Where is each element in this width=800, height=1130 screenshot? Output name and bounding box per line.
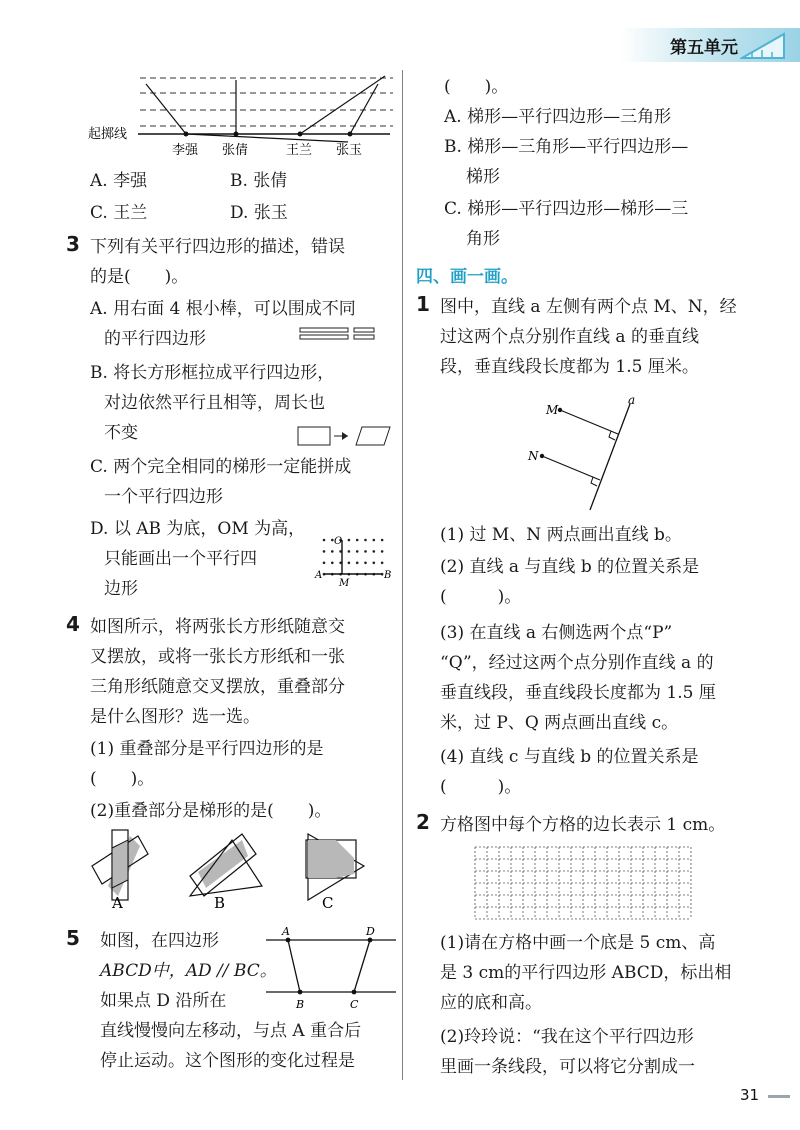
draw-q1-stem-line2: 过这两个点分别作直线 a 的垂直线 [440, 327, 699, 347]
point-label-c: C [350, 998, 359, 1011]
page-number: 31 [740, 1086, 760, 1104]
draw-q1-step2-blank[interactable]: ( )。 [440, 587, 522, 607]
q3-option-a-line1[interactable]: A. 用右面 4 根小棒，可以围成不同 [90, 299, 356, 319]
dot-label-m: M [339, 578, 350, 586]
draw-q1-step1: (1) 过 M、N 两点画出直线 b。 [440, 525, 682, 545]
grid-dot [364, 550, 367, 553]
q3-stem-line2: 的是( )。 [90, 267, 189, 287]
grid-dot [348, 550, 351, 553]
overlap-figures [86, 826, 386, 916]
dot-label-a: A [315, 570, 323, 581]
q5-answer-blank[interactable]: ( )。 [444, 77, 509, 97]
name-li-qiang: 李强 [172, 143, 199, 158]
name-wang-lan: 王兰 [286, 143, 313, 158]
throw-distance-figure [88, 70, 398, 162]
q2-option-a[interactable]: A. 李强 [90, 171, 148, 191]
q3-option-b-line3: 不变 [104, 423, 138, 443]
figure-label-b: B [214, 894, 226, 912]
q5-line1: 如图，在四边形 [100, 931, 219, 951]
grid-dot [356, 539, 359, 542]
section-title-draw: 四、画一画。 [416, 267, 518, 287]
grid-dot [323, 562, 326, 565]
q3-option-d-line2: 只能画出一个平行四 [104, 549, 257, 569]
point-label-b: B [296, 998, 305, 1011]
grid-dot [381, 562, 384, 565]
draw-q1-step3-line1: (3) 在直线 a 右侧选两个点“P” [440, 623, 673, 643]
four-sticks-figure [298, 326, 378, 352]
column-divider [402, 70, 403, 1080]
grid-dot [364, 539, 367, 542]
trapezoid-abcd-figure [262, 922, 398, 1014]
q5-line3: 如果点 D 沿所在 [100, 991, 227, 1011]
draw-q2-stem: 方格图中每个方格的边长表示 1 cm。 [440, 815, 726, 835]
grid-dot [331, 550, 334, 553]
q4-stem-line1: 如图所示，将两张长方形纸随意交 [90, 617, 345, 637]
q3-option-c-line1[interactable]: C. 两个完全相同的梯形一定能拼成 [90, 457, 352, 477]
grid-dot [373, 539, 376, 542]
grid-dot [381, 550, 384, 553]
line-a-points-figure[interactable] [520, 390, 640, 514]
q3-option-d-line3: 边形 [104, 579, 138, 599]
name-zhang-yu: 张玉 [336, 143, 363, 158]
draw-q1-stem-line1: 图中，直线 a 左侧有两个点 M、N，经 [440, 297, 737, 317]
grid-dot [323, 539, 326, 542]
grid-dot [373, 562, 376, 565]
q3-option-a-line2: 的平行四边形 [104, 329, 206, 349]
q3-number: 3 [66, 232, 80, 256]
q5-option-c-line1[interactable]: C. 梯形—平行四边形—梯形—三 [444, 199, 689, 219]
q2-option-d[interactable]: D. 张玉 [230, 203, 288, 223]
draw-q1-number: 1 [416, 292, 430, 316]
grid-dot [356, 562, 359, 565]
q2-option-c[interactable]: C. 王兰 [90, 203, 148, 223]
q3-option-b-line1[interactable]: B. 将长方形框拉成平行四边形， [90, 363, 335, 383]
draw-q1-step3-line4: 米，过 P、Q 两点画出直线 c。 [440, 713, 679, 733]
square-grid[interactable] [474, 846, 692, 920]
q5-line4: 直线慢慢向左移动，与点 A 重合后 [100, 1021, 362, 1041]
draw-q2-step2-line1: (2)玲玲说：“我在这个平行四边形 [440, 1027, 694, 1047]
grid-dot [364, 562, 367, 565]
q5-option-c-line2: 角形 [466, 229, 500, 249]
draw-q2-step1-line1: (1)请在方格中画一个底是 5 cm、高 [440, 933, 716, 953]
draw-q1-step3-line3: 垂直线段，垂直线段长度都为 1.5 厘 [440, 683, 716, 703]
draw-q1-step4-blank[interactable]: ( )。 [440, 777, 522, 797]
draw-q1-step3-line2: “Q”，经过这两个点分别作直线 a 的 [440, 653, 714, 673]
q5-option-b-line2: 梯形 [466, 167, 500, 187]
q3-option-c-line2: 一个平行四边形 [104, 487, 223, 507]
dot-label-b: B [384, 570, 392, 581]
q2-option-b[interactable]: B. 张倩 [230, 171, 288, 191]
draw-q1-stem-line3: 段，垂直线段长度都为 1.5 厘米。 [440, 357, 699, 377]
draw-q2-number: 2 [416, 810, 430, 834]
grid-dot [381, 539, 384, 542]
dot-grid-figure [312, 530, 396, 586]
line-label-a: a [628, 393, 636, 407]
q4-part1-line2[interactable]: ( )。 [90, 769, 155, 789]
unit-title: 第五单元 [670, 38, 738, 58]
q4-number: 4 [66, 612, 80, 636]
q3-option-d-line1[interactable]: D. 以 AB 为底，OM 为高， [90, 519, 306, 539]
point-label-d: D [366, 925, 375, 938]
grid-dot [331, 562, 334, 565]
q5-option-b-line1[interactable]: B. 梯形—三角形—平行四边形— [444, 137, 689, 157]
set-square-icon [740, 30, 788, 60]
q4-part2[interactable]: (2)重叠部分是梯形的是( )。 [90, 801, 332, 821]
grid-dot [373, 550, 376, 553]
rectangle-to-parallelogram-figure [296, 424, 392, 448]
draw-q2-step1-line3: 应的底和高。 [440, 993, 542, 1013]
q4-stem-line4: 是什么图形？选一选。 [90, 707, 260, 727]
figure-label-a: A [112, 894, 123, 912]
q4-stem-line3: 三角形纸随意交叉摆放，重叠部分 [90, 677, 345, 697]
q5-option-a[interactable]: A. 梯形—平行四边形—三角形 [444, 107, 672, 127]
point-label-n: N [528, 449, 539, 463]
q3-option-b-line2: 对边依然平行且相等，周长也 [104, 393, 325, 413]
dot-label-o: O [334, 536, 343, 547]
figure-label-c: C [322, 894, 334, 912]
q5-line2: ABCD中，AD // BC。 [100, 961, 277, 981]
q4-stem-line2: 叉摆放，或将一张长方形纸和一张 [90, 647, 345, 667]
grid-dot [348, 539, 351, 542]
page-number-rule [768, 1095, 790, 1098]
point-label-m: M [546, 403, 559, 417]
grid-dot [323, 550, 326, 553]
draw-q2-step1-line2: 是 3 cm的平行四边形 ABCD，标出相 [440, 963, 732, 983]
point-label-a: A [282, 925, 290, 938]
draw-q1-step2-line1: (2) 直线 a 与直线 b 的位置关系是 [440, 557, 700, 577]
q3-stem-line1: 下列有关平行四边形的描述，错误 [90, 237, 345, 257]
q5-line5: 停止运动。这个图形的变化过程是 [100, 1051, 355, 1071]
name-zhang-qian: 张倩 [222, 143, 249, 158]
draw-q1-step4-line1: (4) 直线 c 与直线 b 的位置关系是 [440, 747, 699, 767]
q5-number: 5 [66, 926, 80, 950]
grid-dot [348, 562, 351, 565]
draw-q2-step2-line2: 里画一条线段，可以将它分割成一 [440, 1057, 695, 1077]
grid-dot [356, 550, 359, 553]
start-line-label: 起掷线 [88, 127, 128, 142]
q4-part1-line1: (1) 重叠部分是平行四边形的是 [90, 739, 324, 759]
